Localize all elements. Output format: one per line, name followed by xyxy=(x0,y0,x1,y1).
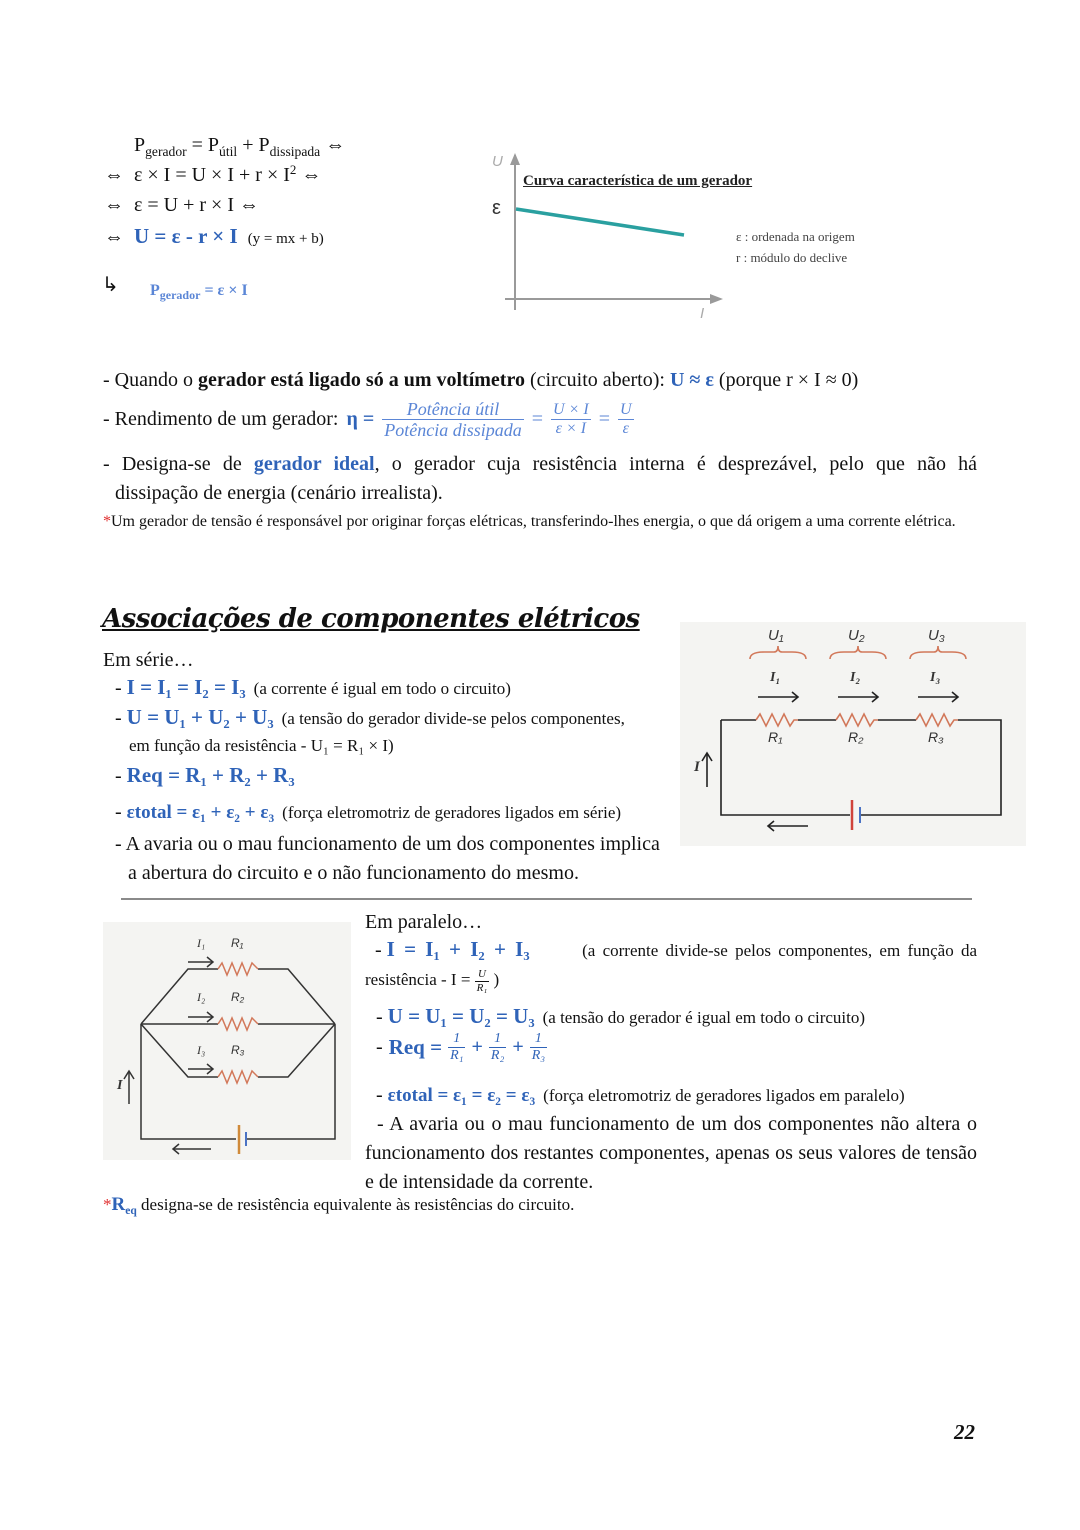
section-divider xyxy=(121,898,972,900)
power-balance-equation: $P_{gerador} = P_{útil} + P_{dissipada}$ ⇔ xyxy=(134,134,346,159)
parallel-failure-item: - A avaria ou o mau funcionamento de um dos componentes não altera o funcionamento dos restantes componentes, apenas os seus valores de tensão e de intensidade da corrente. xyxy=(365,1113,977,1193)
parallel-current-label-2: I₂ xyxy=(197,990,206,1004)
y-intercept-label: ε xyxy=(492,197,501,219)
characteristic-curve-chart xyxy=(480,145,900,330)
chart-annotation-r: r : módulo do declive xyxy=(736,250,848,265)
series-current-item: - I = I₁ = I₂ = I₃ (a corrente é igual em todo o circuito) xyxy=(115,675,511,699)
section-title: Associações de componentes elétricos xyxy=(102,604,640,634)
derivation-step-4: ⇔ U = ε - r × I (y = mx + b) xyxy=(104,224,324,248)
chart-annotation-epsilon: ε : ordenada na origem xyxy=(736,229,855,244)
parallel-label: Em paralelo… xyxy=(365,911,483,933)
footnote-generator: *Um gerador de tensão é responsável por originar forças elétricas, transferindo-lhes energia, o que dá origem a uma corrente elétrica. xyxy=(103,513,956,530)
parallel-voltage-item: - U = U₁ = U₂ = U₃ (a tensão do gerador é igual em todo o circuito) xyxy=(376,1004,866,1028)
derivation-step-3: ⇔ ε = U + r × I ⇔ xyxy=(104,194,259,216)
resistor-label-1: R₁ xyxy=(768,729,783,745)
parallel-resistor-label-1: R₁ xyxy=(231,936,244,950)
voltage-label-2: U₂ xyxy=(848,627,865,644)
series-voltage-item: - U = U₁ + U₂ + U₃ (a tensão do gerador divide-se pelos componentes, em função da resistência - U₁ = R₁ × I) xyxy=(115,705,625,755)
total-current-label: I xyxy=(694,759,700,775)
voltmeter-bullet: - Quando o gerador está ligado só a um voltímetro (circuito aberto): U ≈ ε (porque r × I ≈ 0) xyxy=(103,369,859,391)
parallel-current-item: - I = I₁ + I₂ + I₃ (a corrente divide-se pelos componentes, em função da resistência - I = $\frac{U}{\text{R₁}}$ ) xyxy=(365,937,977,994)
voltage-label-3: U₃ xyxy=(928,627,945,644)
current-label-1: I₁ xyxy=(770,670,781,685)
chart-title: Curva característica de um gerador xyxy=(523,173,753,189)
series-failure-item: - A avaria ou o mau funcionamento de um dos componentes implica a abertura do circuito e o não funcionamento do mesmo. xyxy=(115,833,660,884)
voltage-label-1: U₁ xyxy=(768,627,784,644)
parallel-circuit-diagram xyxy=(103,922,351,1160)
resistor-label-2: R₂ xyxy=(848,729,864,745)
parallel-current-label-1: I₁ xyxy=(197,936,206,950)
series-emf-item: - εtotal = ε₁ + ε₂ + ε₃ (força eletromotriz de geradores ligados em série) xyxy=(115,801,622,823)
ideal-generator-bullet: - Designa-se de gerador ideal, o gerador cuja resistência interna é desprezável, pelo que não há dissipação de energia (cenário irrealista). xyxy=(103,453,977,504)
parallel-emf-item: - εtotal = ε₁ = ε₂ = ε₃ (força eletromotriz de geradores ligados em paralelo) xyxy=(376,1084,905,1106)
resistor-label-3: R₃ xyxy=(928,729,944,745)
parallel-current-label-3: I₃ xyxy=(197,1043,206,1057)
page-number: 22 xyxy=(954,1420,975,1444)
x-axis-label: I xyxy=(700,305,705,322)
parallel-resistor-label-2: R₂ xyxy=(231,990,245,1004)
generator-power-formula: $P_{gerador} = \varepsilon \times I$ xyxy=(150,282,248,303)
series-label: Em série… xyxy=(103,649,194,671)
current-label-3: I₃ xyxy=(930,670,941,685)
y-axis-label: U xyxy=(492,153,503,170)
parallel-resistance-item: - Req = $\frac{1}{\text{R₁}}$ + $\frac{1}{\text{R₂}}$ + $\frac{1}{\text{R₃}}$ xyxy=(376,1031,546,1063)
hook-arrow-icon: ↳ xyxy=(102,274,119,296)
current-label-2: I₂ xyxy=(850,670,861,685)
series-circuit-diagram xyxy=(680,622,1026,846)
series-resistance-item: - Req = R₁ + R₂ + R₃ xyxy=(115,763,295,787)
footnote-equivalent-resistance: $*R_{eq}$ designa-se de resistência equivalente às resistências do circuito. xyxy=(103,1194,575,1218)
parallel-total-current-label: I xyxy=(117,1078,123,1093)
efficiency-bullet: - Rendimento de um gerador: η = $\frac{\text{Potência útil}}{\text{Potência dissipada}}$ = $\frac{U \times I}{\varepsilon \times I}$ = $\frac{U}{\varepsilon}$ xyxy=(103,399,632,440)
derivation-step-2: ⇔ $\varepsilon \times I = U \times I + r \times I^2$ ⇔ xyxy=(104,161,322,186)
parallel-resistor-label-3: R₃ xyxy=(231,1043,245,1057)
parallel-circuit-graphic xyxy=(103,922,351,1160)
